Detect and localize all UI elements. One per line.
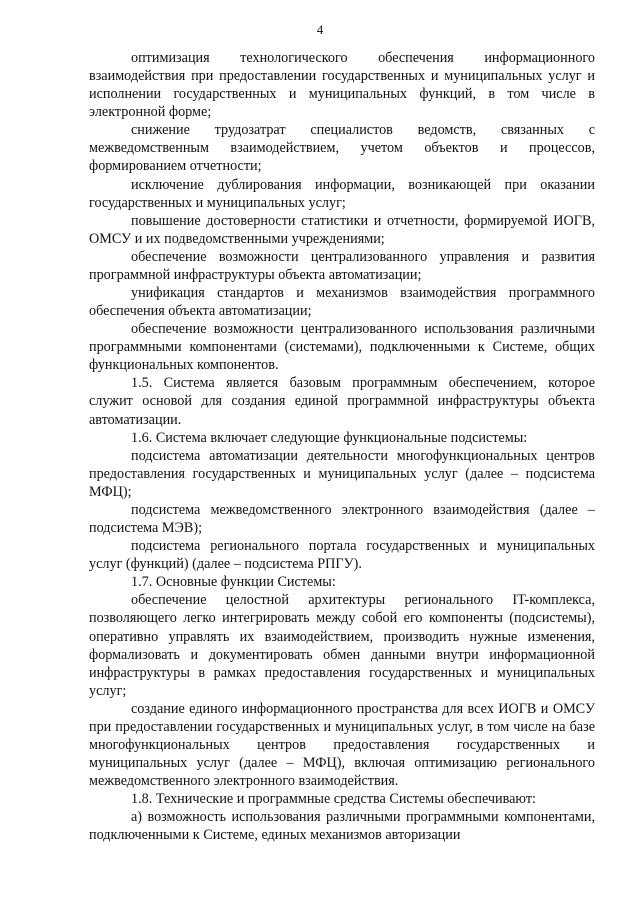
paragraph-subsystem-rpgu: подсистема регионального портала государственных и муниципальных услуг (функций) (далее – подсистема РПГУ). [89, 538, 595, 573]
paragraph-section-1-6: 1.6. Система включает следующие функциональные подсистемы: [131, 429, 528, 446]
paragraph-information-space: создание единого информационного пространства для всех ИОГВ и ОМСУ при предоставлении государственных и муниципальных услуг, в том числе на базе многофункциональных центров предоставления государственных и муниципальных услуг (далее – МФЦ), включая оптимизацию регионального межведомственного электронного взаимодействия. [89, 700, 595, 790]
paragraph-it-architecture: обеспечение целостной архитектуры регионального IT-комплекса, позволяющего легко интегрировать между собой его компоненты (подсистемы), оперативно управлять их взаимодействием, производить нужные изменения, формализовать и документировать обмен данными внутри информационной инфраструктуры в рамках предоставления государственных и муниципальных услуг; [89, 592, 595, 699]
paragraph-statistics-reliability: повышение достоверности статистики и отчетности, формируемой ИОГВ, ОМСУ и их подведомственными учреждениями; [89, 212, 595, 247]
paragraph-subsystem-mev: подсистема межведомственного электронного взаимодействия (далее – подсистема МЭВ); [89, 501, 595, 537]
paragraph-section-1-8: 1.8. Технические и программные средства Системы обеспечивают: [131, 791, 536, 808]
paragraph-section-1-5: 1.5. Система является базовым программным обеспечением, которое служит основой для создания единой программной инфраструктуры объекта автоматизации. [89, 375, 595, 428]
paragraph-section-1-7: 1.7. Основные функции Системы: [131, 574, 336, 591]
page-number: 4 [316, 22, 324, 37]
paragraph-no-duplication: исключение дублирования информации, возникающей при оказании государственных и муниципальных услуг; [89, 176, 595, 211]
paragraph-shared-components: обеспечение возможности централизованного использования различными программными компонентами (системами), подключенными к Системе, общих функциональных компонентов. [89, 321, 595, 374]
paragraph-item-a: а) возможность использования различными программными компонентами, подключенными к Системе, единых механизмов авторизации [89, 809, 595, 844]
paragraph-standards-unification: унификация стандартов и механизмов взаимодействия программного обеспечения объекта автоматизации; [89, 285, 595, 320]
paragraph-centralized-management: обеспечение возможности централизованного управления и развития программной инфраструктуры объекта автоматизации; [89, 248, 595, 283]
paragraph-labor-reduction: снижение трудозатрат специалистов ведомств, связанных с межведомственным взаимодействием, учетом объектов и процессов, формированием отчетности; [89, 122, 595, 175]
paragraph-subsystem-mfc: подсистема автоматизации деятельности многофункциональных центров предоставления государственных и муниципальных услуг (далее – подсистема МФЦ); [89, 447, 595, 500]
paragraph-optimization: оптимизация технологического обеспечения информационного взаимодействия при предоставлении государственных и муниципальных услуг и исполнении государственных и муниципальных функций, в том числе в электронной форме; [89, 50, 595, 121]
document-body [89, 49, 595, 844]
